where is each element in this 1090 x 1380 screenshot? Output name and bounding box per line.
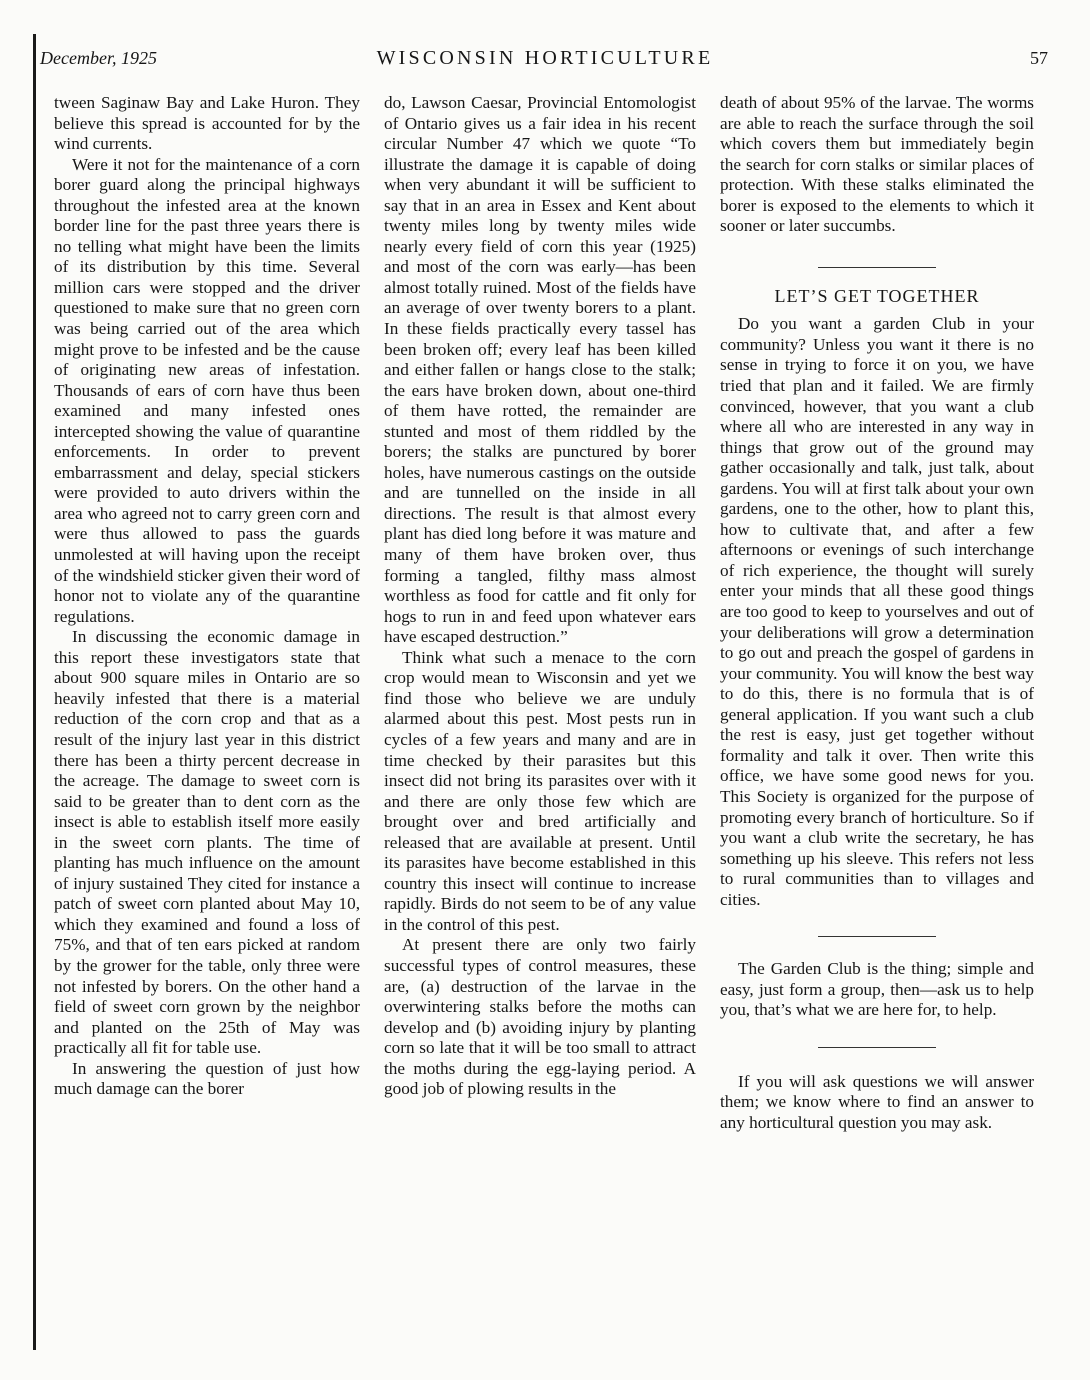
paragraph: If you will ask questions we will answer them; we know where to find an answer to any horticultural question you may ask.: [720, 1071, 1034, 1132]
paragraph: Think what such a menace to the corn crop would mean to Wisconsin and yet we find those who believe we are unduly alarmed about this pest. Most pests run in cycles of a few years and many and are in time checked by their parasites but this insect did not bring its parasites over with it and there are only those few which are brought over and bred artificially and released that are available at present. Until its parasites have become established in this country this insect will continue to increase rapidly. Birds do not seem to be of any value in the control of this pest.: [384, 647, 696, 934]
paragraph: At present there are only two fairly successful types of control measures, these are, (a) destruction of the larvae in the overwintering stalks before the moths can develop and (b) avoiding injury by planting corn so late that it will be too small to attract the moths during the egg-laying period. A good job of plowing results in the: [384, 935, 696, 1099]
paragraph: In discussing the economic damage in this report these investigators state that about 900 square miles in Ontario are so heavily infested that there is a material reduction of the corn crop and that as a result of the injury last year in this district there has been a thirty percent decrease in the acreage. The damage to sweet corn is said to be greater than to dent corn as the insect is able to establish itself more easily in the sweet corn plants. The time of planting has much influence on the amount of injury sustained They cited for instance a patch of sweet corn planted about May 10, which they examined and found a loss of 75%, and that of ten ears picked at random by the grower for the table, only three were not infested by borers. On the other hand a field of sweet corn grown by the neighbor and planted on the 25th of May was practically all fit for table use.: [54, 627, 360, 1058]
paragraph: do, Lawson Caesar, Provincial Entomologist of Ontario gives us a fair idea in his recent circular Number 47 which we quote “To illustrate the damage it is capable of doing when very abundant it will be sufficient to say that in an area in Essex and Kent about twenty miles long by twenty miles wide nearly every field of corn this year (1925) and most of the corn was early—has been almost totally ruined. Most of the fields have an average of over twenty borers to a plant. In these fields practically every tassel has been broken off; every leaf has been killed and either fallen or hangs close to the stalk; the ears have broken down, about one-third of them have rotted, the remainder are stunted and most of them riddled by the borers; the stalks are punctured by borer holes, have numerous castings on the outside and are tunnelled on the inside in all directions. The result is that almost every plant has died long before it was mature and many of them have broken over, thus forming a tangled, filthy mass almost worthless as food for cattle and fit only for hogs to run in and feed upon whatever ears have escaped destruction.”: [384, 93, 696, 647]
paragraph: In answering the question of just how much damage can the borer: [54, 1058, 360, 1099]
page-number: 57: [1030, 48, 1048, 68]
publication-title: WISCONSIN HORTICULTURE: [376, 47, 714, 69]
paragraph: Were it not for the maintenance of a corn borer guard along the principal highways throughout the infested area at the known border line for the past three years there is no telling what might have been the limits of its distribution by this time. Several million cars were stopped and the driver questioned to make sure that no green corn was being carried out of the area which might prove to be infested and be the cause of originating new areas of infestation. Thousands of ears of corn have thus been examined and many infested ones intercepted showing the value of quarantine enforcements. In order to prevent embarrassment and delay, special stickers were provided to auto drivers within the area who agreed not to carry green corn and were thus allowed to pass the guards unmolested at will having upon the receipt of the windshield sticker given their word of honor not to violate any of the quarantine regulations.: [54, 154, 360, 626]
column-2: [384, 93, 696, 1100]
paragraph: death of about 95% of the larvae. The worms are able to reach the surface through the soil which covers them but immediately begin the search for corn stalks or similar places of protection. With these stalks eliminated the borer is exposed to the elements to which it sooner or later succumbs.: [720, 93, 1034, 236]
section-heading: LET’S GET TOGETHER: [774, 285, 980, 306]
column-1: [54, 93, 360, 1100]
paragraph: The Garden Club is the thing; simple and easy, just form a group, then—ask us to help you, that’s what we are here for, to help.: [720, 959, 1034, 1020]
issue-date: December, 1925: [40, 48, 157, 68]
column-3: [720, 93, 1034, 1134]
left-margin-rule: [33, 34, 36, 1350]
paragraph: Do you want a garden Club in your community? Unless you want it there is no sense in trying to force it on you, we have tried that plan and it failed. We are firmly convinced, however, that you want a club where all who are interested in any way in things that grow out of the ground may gather occasionally and talk, just talk, about gardens. You will at first talk about your own gardens, one to the other, how to plant this, how to cultivate that, and after a few afternoons or evenings of such interchange of rich experience, the thought will surely enter your minds that all these good things are too good to keep to yourselves and out of your deliberations will grow a determination to go out and preach the gospel of gardens in your community. You will know the best way to do this, there is no formula that is of general application. If you want such a club the rest is easy, just get together without formality and talk it over. Then write this office, we have some good news for you. This Society is organized for the purpose of promoting every branch of horticulture. So if you want a club write the secretary, he has something up his sleeve. This refers not less to rural communities than to villages and cities.: [720, 314, 1034, 909]
paragraph: tween Saginaw Bay and Lake Huron. They believe this spread is accounted for by the wind currents.: [54, 93, 360, 154]
